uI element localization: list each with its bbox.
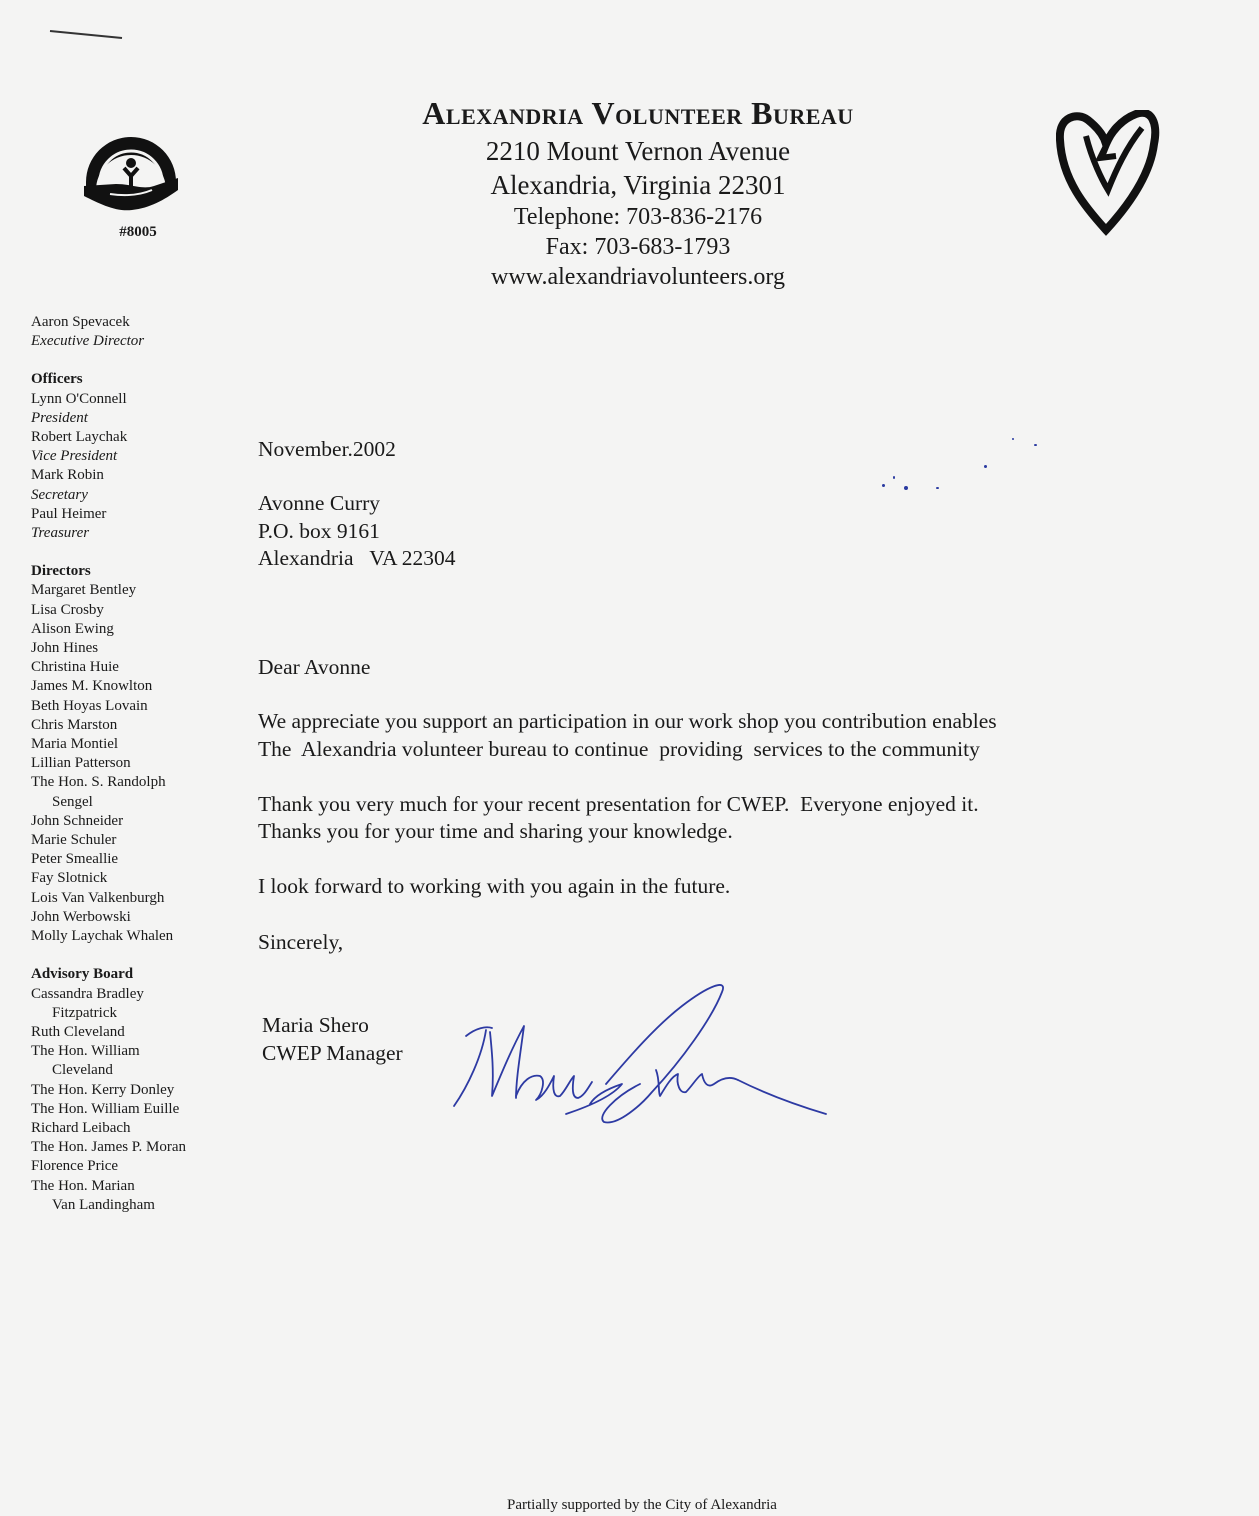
volunteer-heart-logo-icon [1056,110,1160,236]
advisory-item: Ruth Cleveland [31,1023,125,1040]
director-item: Beth Hoyas Lovain [31,697,148,714]
letter-body [258,708,1078,928]
director-item: Alison Ewing [31,620,114,637]
paragraph-1-line-1: We appreciate you support an participation in our work shop you contribution enables [258,709,997,733]
officer-name: Paul Heimer [31,505,107,522]
signer-title: CWEP Manager [262,1040,403,1065]
advisory-item: The Hon. James P. Moran [31,1139,186,1156]
directors-heading: Directors [31,563,91,580]
director-item: Margaret Bentley [31,582,137,599]
advisory-item: Cleveland [52,1062,113,1079]
officer-name: Mark Robin [31,467,104,484]
recipient-name: Avonne Curry [258,491,381,515]
recipient-block [258,490,1078,573]
officer-title: Vice President [31,448,118,465]
fax: Fax: 703-683-1793 [545,234,731,260]
director-item: The Hon. S. Randolph [31,774,166,791]
executive-director-name: Aaron Spevacek [31,314,130,330]
footer-note: Partially supported by the City of Alexandria [507,1497,777,1513]
director-item: Chris Marston [31,716,118,733]
director-item: Lisa Crosby [31,601,104,618]
director-item: Maria Montiel [31,736,119,753]
letter-date: November.2002 [258,437,396,461]
advisory-item: Richard Leibach [31,1119,131,1136]
org-name: Alexandria Volunteer Bureau [422,95,854,131]
scan-artifact [48,26,128,40]
director-item: Lois Van Valkenburgh [31,889,165,906]
board-list [31,313,231,1215]
director-item: Sengel [52,793,93,810]
closing: Sincerely, [258,930,344,954]
officers-heading: Officers [31,371,83,388]
paragraph-2-line-2: Thanks you for your time and sharing your knowledge. [258,819,733,843]
executive-director-title: Executive Director [31,333,145,350]
director-item: Lillian Patterson [31,755,131,772]
officer-name: Lynn O'Connell [31,390,127,407]
salutation: Dear Avonne [258,655,371,679]
address-line-1: 2210 Mount Vernon Avenue [485,136,791,166]
director-item: Christina Huie [31,659,119,676]
paragraph-1 [258,708,1078,763]
recipient-address-2: Alexandria VA 22304 [258,546,456,570]
advisory-item: The Hon. Kerry Donley [31,1081,175,1098]
director-item: Marie Schuler [31,832,117,849]
officer-title: Secretary [31,486,88,503]
letterhead [340,92,936,292]
paragraph-2-line-1: Thank you very much for your recent presentation for CWEP. Everyone enjoyed it. [258,791,979,816]
advisory-item: Florence Price [31,1158,119,1175]
director-item: Fay Slotnick [31,870,108,887]
paragraph-3: I look forward to working with you again in the future. [258,874,731,898]
advisory-item: Fitzpatrick [52,1004,117,1021]
advisory-item: Cassandra Bradley [31,985,144,1002]
director-item: James M. Knowlton [31,678,153,695]
director-item: John Schneider [31,812,124,829]
website: www.alexandriavolunteers.org [491,264,785,290]
director-item: Peter Smeallie [31,851,119,868]
officer-title: Treasurer [31,525,90,542]
director-item: John Hines [31,640,99,657]
telephone: Telephone: 703-836-2176 [513,204,763,230]
paragraph-2 [258,791,1078,846]
officer-name: Robert Laychak [31,429,128,446]
signer-name: Maria Shero [262,1013,369,1037]
united-way-logo-icon [80,116,182,214]
handwritten-signature [446,976,846,1136]
advisory-item: The Hon. William Euille [31,1100,180,1117]
address-line-2: Alexandria, Virginia 22301 [490,170,786,200]
advisory-item: Van Landingham [52,1196,155,1213]
paragraph-1-line-2: The Alexandria volunteer bureau to continue providing services to the community [258,736,980,761]
advisory-item: The Hon. Marian [31,1177,135,1194]
logo-number: #8005 [119,224,157,240]
director-item: John Werbowski [31,908,131,925]
director-item: Molly Laychak Whalen [31,928,174,945]
officer-title: President [31,409,88,426]
advisory-item: The Hon. William [31,1043,140,1060]
recipient-address-1: P.O. box 9161 [258,518,380,543]
advisory-heading: Advisory Board [31,966,134,983]
